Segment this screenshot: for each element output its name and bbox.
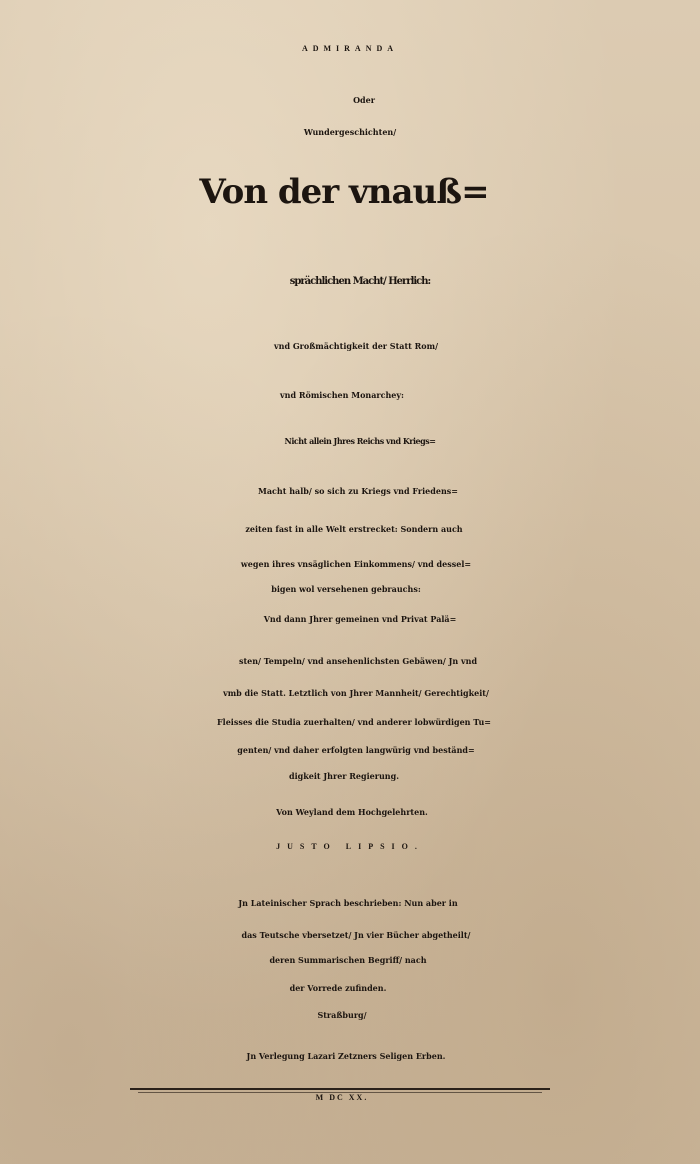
subtitle-line-2: Von der vnauß= [199, 172, 489, 212]
subtitle-line-1: Wundergeschichten/ [303, 127, 397, 137]
translation-line-1: Jn Lateinischer Sprach beschrieben: Nun aber in [238, 898, 458, 908]
description-line-10: genten/ vnd daher erfolgten langwürig vnd beständ= [237, 745, 475, 755]
imprint-year: M DC XX. [315, 1093, 369, 1102]
subtitle-line-4: vnd Großmächtigkeit der Statt Rom/ [273, 341, 438, 351]
description-line-3: zeiten fast in alle Welt erstrecket: Sondern auch [245, 524, 463, 534]
translation-line-3: deren Summarischen Begriff/ nach [269, 955, 427, 965]
subtitle-line-5: vnd Römischen Monarchey: [280, 390, 404, 400]
book-title: ADMIRANDA [301, 44, 399, 53]
author-intro: Von Weyland dem Hochgelehrten. [276, 807, 428, 817]
description-line-1: Nicht allein Jhres Reichs vnd Kriegs= [284, 436, 436, 446]
imprint-place: Straßburg/ [317, 1010, 367, 1020]
imprint-publisher: Jn Verlegung Lazari Zetzners Seligen Erben. [246, 1051, 446, 1061]
title-connector: Oder [353, 95, 375, 105]
description-line-5: bigen wol versehenen gebrauchs: [271, 584, 421, 594]
description-line-4: wegen ihres vnsäglichen Einkommens/ vnd dessel= [240, 559, 472, 569]
subtitle-line-3: sprächlichen Macht/ Herrlich: [289, 276, 431, 287]
translation-line-2: das Teutsche vbersetzet/ Jn vier Bücher abgetheilt/ [241, 930, 471, 940]
translation-line-4: der Vorrede zufinden. [289, 983, 387, 993]
description-line-7: sten/ Tempeln/ vnd ansehenlichsten Gebäwen/ Jn vnd [238, 656, 478, 666]
description-line-11: digkeit Jhrer Regierung. [289, 771, 399, 781]
description-line-6: Vnd dann Jhrer gemeinen vnd Privat Palä= [263, 614, 457, 624]
description-line-2: Macht halb/ so sich zu Kriegs vnd Friedens= [258, 486, 458, 496]
imprint-rule [130, 1088, 550, 1090]
author-name: JUSTO LIPSIO. [276, 842, 424, 851]
description-line-9: Fleisses die Studia zuerhalten/ vnd anderer lobwürdigen Tu= [216, 717, 492, 727]
description-line-8: vmb die Statt. Letztlich von Jhrer Mannheit/ Gerechtigkeit/ [223, 688, 489, 698]
